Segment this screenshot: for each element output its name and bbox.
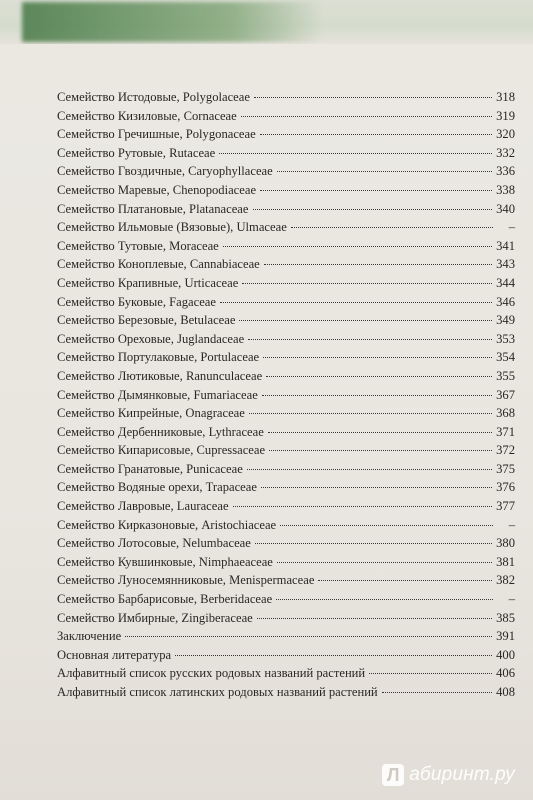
toc-entry-page: 391 — [496, 629, 515, 644]
toc-entry-page: 376 — [496, 480, 515, 495]
toc-entry — [57, 460, 515, 479]
toc-entry — [57, 330, 515, 349]
toc-entry-title: Семейство Рутовые, Rutaceae — [57, 145, 216, 160]
toc-entry — [57, 516, 515, 535]
dot-leader — [247, 460, 492, 470]
book-cover-edge — [0, 0, 533, 44]
toc-entry-page: 372 — [496, 443, 515, 458]
toc-entry-title: Семейство Тутовые, Moraceae — [57, 238, 219, 253]
toc-entry — [57, 646, 515, 665]
toc-entry — [57, 423, 515, 442]
toc-entry-title: Основная литература — [57, 647, 172, 662]
toc-entry-title: Семейство Гранатовые, Punicaceae — [57, 461, 243, 476]
toc-entry-title: Семейство Барбарисовые, Berberidaceae — [57, 592, 273, 607]
dot-leader — [277, 162, 492, 172]
toc-entry — [57, 571, 515, 590]
toc-entry-page: 355 — [496, 368, 515, 383]
toc-entry-title: Семейство Имбирные, Zingiberaceae — [57, 610, 253, 625]
toc-entry-page: 344 — [496, 275, 515, 290]
toc-entry-page: 381 — [496, 554, 515, 569]
toc-entry — [57, 237, 515, 256]
toc-entry-page: 353 — [496, 331, 515, 346]
dot-leader — [175, 646, 492, 656]
dot-leader — [249, 404, 492, 414]
toc-entry-title: Семейство Лютиковые, Ranunculaceae — [57, 368, 263, 383]
dot-leader — [220, 293, 492, 303]
toc-entry — [57, 200, 515, 219]
dot-leader — [277, 553, 492, 563]
toc-entry-title: Семейство Крапивные, Urticaceae — [57, 275, 239, 290]
toc-entry — [57, 88, 515, 107]
watermark-text: абиринт.ру — [409, 764, 515, 785]
toc-entry-title: Алфавитный список русских родовых названий растений — [57, 666, 366, 681]
toc-entry-title: Семейство Гречишные, Polygonaceae — [57, 127, 256, 142]
toc-entry — [57, 144, 515, 163]
toc-entry-title: Семейство Гвоздичные, Caryophyllaceae — [57, 164, 273, 179]
dot-leader — [257, 609, 492, 619]
toc-entry-page: – — [508, 220, 515, 235]
labirint-logo-icon: Л — [382, 764, 404, 786]
dot-leader — [239, 311, 492, 321]
dot-leader — [223, 237, 492, 247]
toc-entry — [57, 553, 515, 572]
toc-entry-page: 377 — [496, 499, 515, 514]
toc-entry-page: 375 — [496, 461, 515, 476]
toc-entry — [57, 274, 515, 293]
toc-entry-title: Семейство Ильмовые (Вязовые), Ulmaceae — [57, 220, 287, 235]
toc-entry — [57, 181, 515, 200]
toc-entry — [57, 664, 515, 683]
toc-entry — [57, 218, 515, 237]
toc-entry-page: 371 — [496, 424, 515, 439]
dot-leader — [269, 441, 492, 451]
toc-entry-page: 368 — [496, 406, 515, 421]
toc-entry-page: 382 — [496, 573, 515, 588]
toc-entry-page: 354 — [496, 350, 515, 365]
toc-entry-title: Семейство Водяные орехи, Trapaceae — [57, 480, 257, 495]
dot-leader — [280, 516, 493, 526]
toc-entry — [57, 627, 515, 646]
toc-entry-title: Семейство Кизиловые, Cornaceae — [57, 108, 237, 123]
toc-entry-title: Семейство Кувшинковые, Nimphaeaceae — [57, 554, 273, 569]
toc-entry-page: 380 — [496, 536, 515, 551]
dot-leader — [262, 386, 492, 396]
toc-entry-title: Семейство Истодовые, Polygolaceae — [57, 90, 250, 104]
toc-entry-title: Семейство Кипарисовые, Cupressaceae — [57, 443, 266, 458]
toc-entry-title: Семейство Дербенниковые, Lythraceae — [57, 424, 264, 439]
toc-entry-page: 408 — [496, 685, 515, 699]
dot-leader — [318, 571, 492, 581]
dot-leader — [255, 534, 492, 544]
dot-leader — [253, 200, 493, 210]
toc-entry-page: 385 — [496, 610, 515, 625]
dot-leader — [254, 88, 492, 98]
toc-entry-page: 340 — [496, 201, 515, 216]
toc-entry-title: Семейство Березовые, Betulaceae — [57, 313, 236, 328]
dot-leader — [266, 367, 492, 377]
toc-entry-title: Семейство Луносемянниковые, Menispermaceae — [57, 573, 315, 588]
toc-entry-title: Семейство Ореховые, Juglandaceae — [57, 331, 245, 346]
dot-leader — [242, 274, 492, 284]
toc-entry-page: 320 — [496, 127, 515, 142]
toc-entry-page: 349 — [496, 313, 515, 328]
dot-leader — [291, 218, 493, 228]
dot-leader — [125, 627, 492, 637]
toc-entry-title: Семейство Кирказоновые, Aristochiaceae — [57, 517, 277, 532]
toc-entry — [57, 683, 515, 702]
toc-entry — [57, 293, 515, 312]
toc-entry-page: 400 — [496, 647, 515, 662]
green-cover-stripe — [22, 2, 322, 42]
toc-back-matter — [57, 627, 515, 701]
toc-entry — [57, 590, 515, 609]
toc-entry-title: Семейство Маревые, Chenopodiaceae — [57, 182, 257, 197]
table-of-contents — [57, 88, 515, 702]
dot-leader — [264, 255, 492, 265]
toc-entry-page: 318 — [496, 90, 515, 104]
toc-entry-title: Семейство Кипрейные, Onagraceae — [57, 406, 245, 421]
dot-leader — [241, 107, 492, 117]
toc-entry-title: Семейство Портулаковые, Portulaceae — [57, 350, 260, 365]
toc-entry-page: – — [508, 517, 515, 532]
toc-entry — [57, 348, 515, 367]
toc-entry — [57, 609, 515, 628]
toc-entry — [57, 255, 515, 274]
dot-leader — [260, 181, 492, 191]
toc-entry-page: 338 — [496, 182, 515, 197]
toc-entry — [57, 107, 515, 126]
toc-entry — [57, 162, 515, 181]
toc-entry-page: 336 — [496, 164, 515, 179]
toc-entry — [57, 404, 515, 423]
dot-leader — [382, 683, 492, 693]
toc-entry-title: Семейство Дымянковые, Fumariaceae — [57, 387, 258, 402]
dot-leader — [263, 348, 492, 358]
dot-leader — [248, 330, 492, 340]
toc-entry-title: Алфавитный список латинских родовых названий растений — [57, 685, 378, 699]
dot-leader — [219, 144, 492, 154]
dot-leader — [276, 590, 493, 600]
toc-entry — [57, 367, 515, 386]
toc-entry — [57, 441, 515, 460]
toc-entry — [57, 534, 515, 553]
toc-entry-page: 319 — [496, 108, 515, 123]
toc-entry-page: 367 — [496, 387, 515, 402]
toc-family-entries — [57, 88, 515, 627]
toc-entry-title: Семейство Буковые, Fagaceae — [57, 294, 216, 309]
toc-entry-page: 341 — [496, 238, 515, 253]
dot-leader — [268, 423, 492, 433]
toc-entry — [57, 386, 515, 405]
dot-leader — [260, 125, 492, 135]
toc-entry-title: Заключение — [57, 629, 122, 644]
labirint-watermark — [382, 764, 515, 786]
dot-leader — [233, 497, 493, 507]
toc-entry — [57, 311, 515, 330]
toc-entry-page: 332 — [496, 145, 515, 160]
toc-entry — [57, 125, 515, 144]
toc-entry-page: 406 — [496, 666, 515, 681]
dot-leader — [369, 664, 492, 674]
toc-entry-page: 346 — [496, 294, 515, 309]
dot-leader — [261, 478, 492, 488]
toc-entry-title: Семейство Коноплевые, Cannabiaceae — [57, 257, 260, 272]
toc-entry — [57, 497, 515, 516]
toc-entry-page: – — [508, 592, 515, 607]
toc-entry-title: Семейство Платановые, Platanaceae — [57, 201, 249, 216]
toc-entry — [57, 478, 515, 497]
toc-entry-page: 343 — [496, 257, 515, 272]
toc-entry-title: Семейство Лотосовые, Nelumbaceae — [57, 536, 251, 551]
toc-entry-title: Семейство Лавровые, Lauraceae — [57, 499, 229, 514]
